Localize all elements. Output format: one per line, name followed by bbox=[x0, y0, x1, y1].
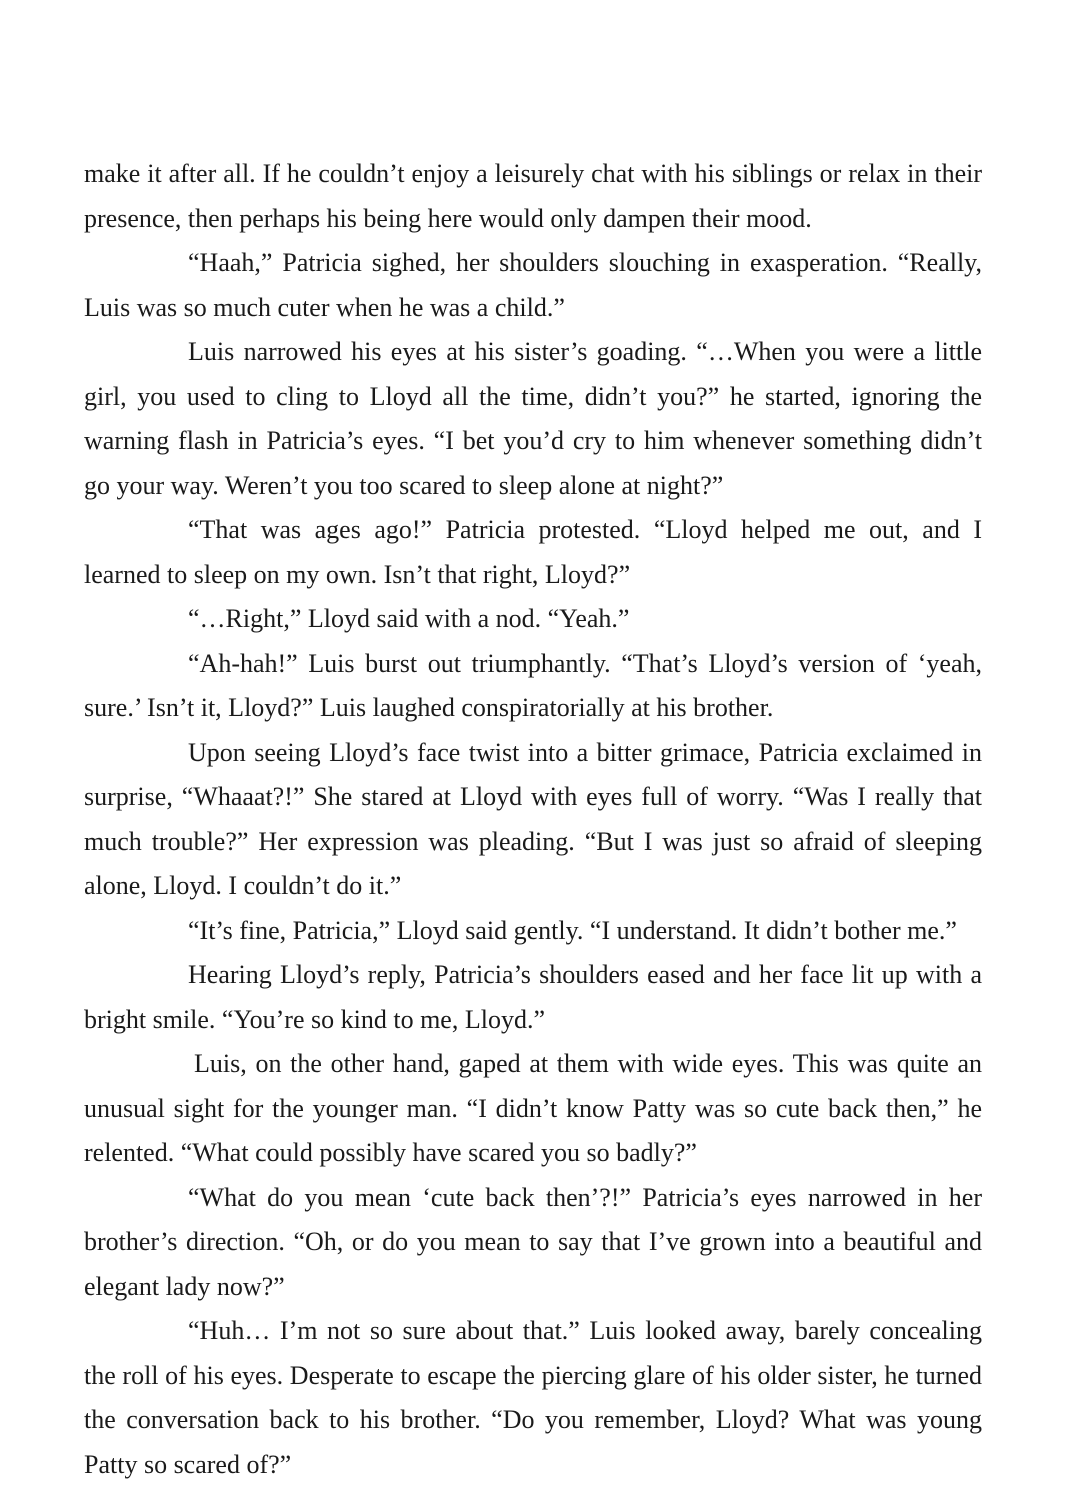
paragraph-8: “It’s fine, Patricia,” Lloyd said gently. “I understand. It didn’t bother me.” bbox=[188, 915, 957, 945]
paragraph-3: Luis narrowed his eyes at his sister’s goading. “…When you were a little girl, you used to cling to Lloyd all the time, didn’t you?” he started, ignoring the warning flash in Patricia’s eyes. “I bet you’d cry to him whenever something didn’t go your way. Weren’t you too scared to sleep alone at night?” bbox=[84, 337, 982, 500]
page-text bbox=[84, 152, 982, 1487]
paragraph-1: make it after all. If he couldn’t enjoy a leisurely chat with his siblings or relax in their presence, then perhaps his being here would only dampen their mood. bbox=[84, 159, 982, 233]
paragraph-10: Luis, on the other hand, gaped at them with wide eyes. This was quite an unusual sight for the younger man. “I didn’t know Patty was so cute back then,” he relented. “What could possibly have scared you so badly?” bbox=[84, 1049, 982, 1167]
paragraph-4: “That was ages ago!” Patricia protested. “Lloyd helped me out, and I learned to sleep on my own. Isn’t that right, Lloyd?” bbox=[84, 515, 982, 589]
paragraph-7: Upon seeing Lloyd’s face twist into a bitter grimace, Patricia exclaimed in surprise, “Whaaat?!” She stared at Lloyd with eyes full of worry. “Was I really that much trouble?” Her expression was pleading. “But I was just so afraid of sleeping alone, Lloyd. I couldn’t do it.” bbox=[84, 737, 982, 900]
paragraph-2: “Haah,” Patricia sighed, her shoulders slouching in exasperation. “Really, Luis was so much cuter when he was a child.” bbox=[84, 248, 982, 322]
paragraph-9: Hearing Lloyd’s reply, Patricia’s shoulders eased and her face lit up with a bright smile. “You’re so kind to me, Lloyd.” bbox=[84, 960, 982, 1034]
paragraph-5: “…Right,” Lloyd said with a nod. “Yeah.” bbox=[188, 604, 630, 633]
paragraph-6: “Ah-hah!” Luis burst out triumphantly. “That’s Lloyd’s version of ‘yeah, sure.’ Isn’t it, Lloyd?” Luis laughed conspiratorially at his brother. bbox=[84, 648, 982, 722]
paragraph-12: “Huh… I’m not so sure about that.” Luis looked away, barely concealing the roll of his eyes. Desperate to escape the piercing glare of his older sister, he turned the conversation back to his brother. “Do you remember, Lloyd? What was young Patty so scared of?” bbox=[84, 1316, 982, 1479]
paragraph-11: “What do you mean ‘cute back then’?!” Patricia’s eyes narrowed in her brother’s direction. “Oh, or do you mean to say that I’ve grown into a beautiful and elegant lady now?” bbox=[84, 1182, 982, 1301]
